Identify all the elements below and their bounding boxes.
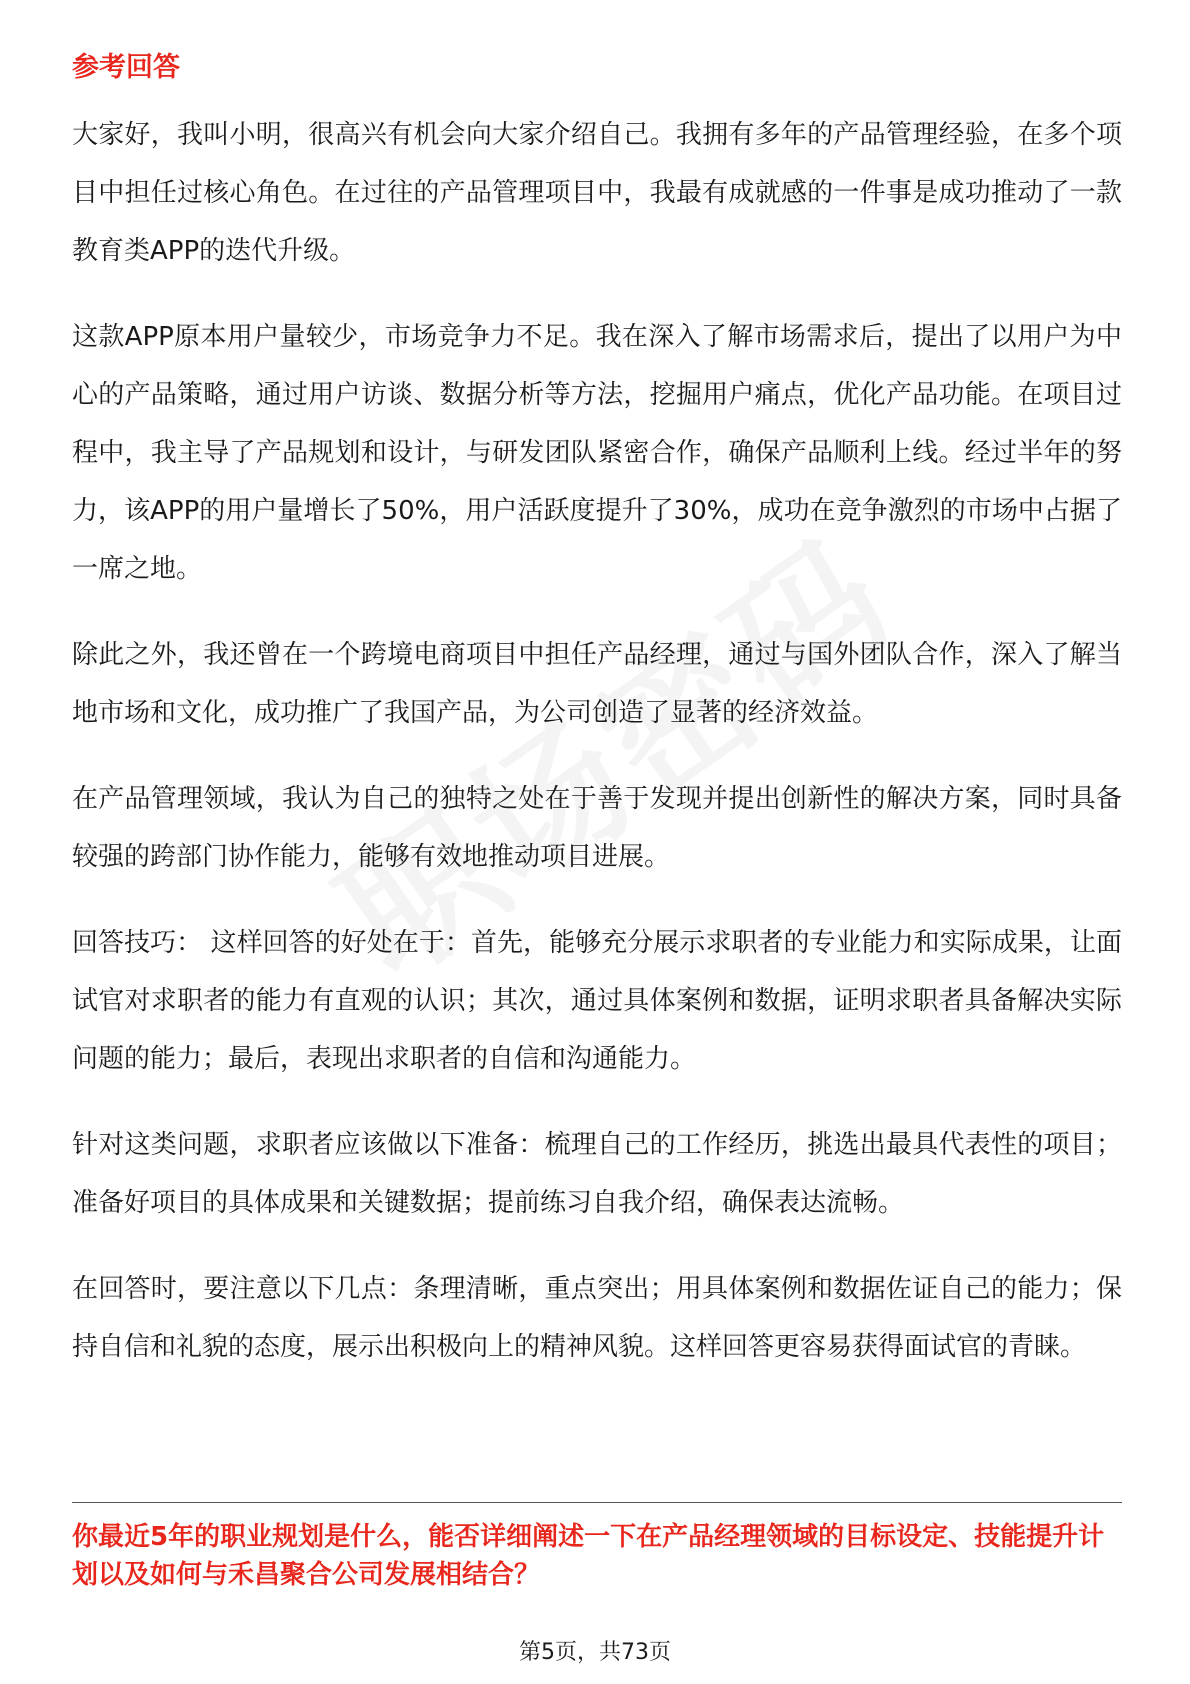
answer-heading: 参考回答 (72, 52, 180, 83)
paragraph-intro: 大家好，我叫小明，很高兴有机会向大家介绍自己。我拥有多年的产品管理经验，在多个项目中担任过核心角色。在过往的产品管理项目中，我最有成就感的一件事是成功推动了一款教育类APP的迭代升级。 (72, 120, 1122, 266)
document-body (72, 48, 1122, 1404)
page-footer: 第5页，共73页 (519, 1640, 671, 1665)
paragraph-tips: 回答技巧： 这样回答的好处在于：首先，能够充分展示求职者的专业能力和实际成果，让面试官对求职者的能力有直观的认识；其次，通过具体案例和数据，证明求职者具备解决实际问题的能力；最后，表现出求职者的自信和沟通能力。 (72, 928, 1122, 1074)
paragraph-preparation: 针对这类问题，求职者应该做以下准备：梳理自己的工作经历，挑选出最具代表性的项目；准备好项目的具体成果和关键数据；提前练习自我介绍，确保表达流畅。 (72, 1130, 1122, 1218)
paragraph-strengths: 在产品管理领域，我认为自己的独特之处在于善于发现并提出创新性的解决方案，同时具备较强的跨部门协作能力，能够有效地推动项目进展。 (72, 784, 1122, 872)
paragraph-notes: 在回答时，要注意以下几点：条理清晰，重点突出；用具体案例和数据佐证自己的能力；保持自信和礼貌的态度，展示出积极向上的精神风貌。这样回答更容易获得面试官的青睐。 (72, 1274, 1122, 1362)
paragraph-crossborder: 除此之外，我还曾在一个跨境电商项目中担任产品经理，通过与国外团队合作，深入了解当地市场和文化，成功推广了我国产品，为公司创造了显著的经济效益。 (72, 640, 1122, 728)
paragraph-app-case: 这款APP原本用户量较少，市场竞争力不足。我在深入了解市场需求后，提出了以用户为中心的产品策略，通过用户访谈、数据分析等方法，挖掘用户痛点，优化产品功能。在项目过程中，我主导了产品规划和设计，与研发团队紧密合作，确保产品顺利上线。经过半年的努力，该APP的用户量增长了50%，用户活跃度提升了30%，成功在竞争激烈的市场中占据了一席之地。 (72, 322, 1122, 584)
section-divider (72, 1502, 1122, 1503)
next-question: 你最近5年的职业规划是什么，能否详细阐述一下在产品经理领域的目标设定、技能提升计划以及如何与禾昌聚合公司发展相结合？ (72, 1522, 1105, 1590)
